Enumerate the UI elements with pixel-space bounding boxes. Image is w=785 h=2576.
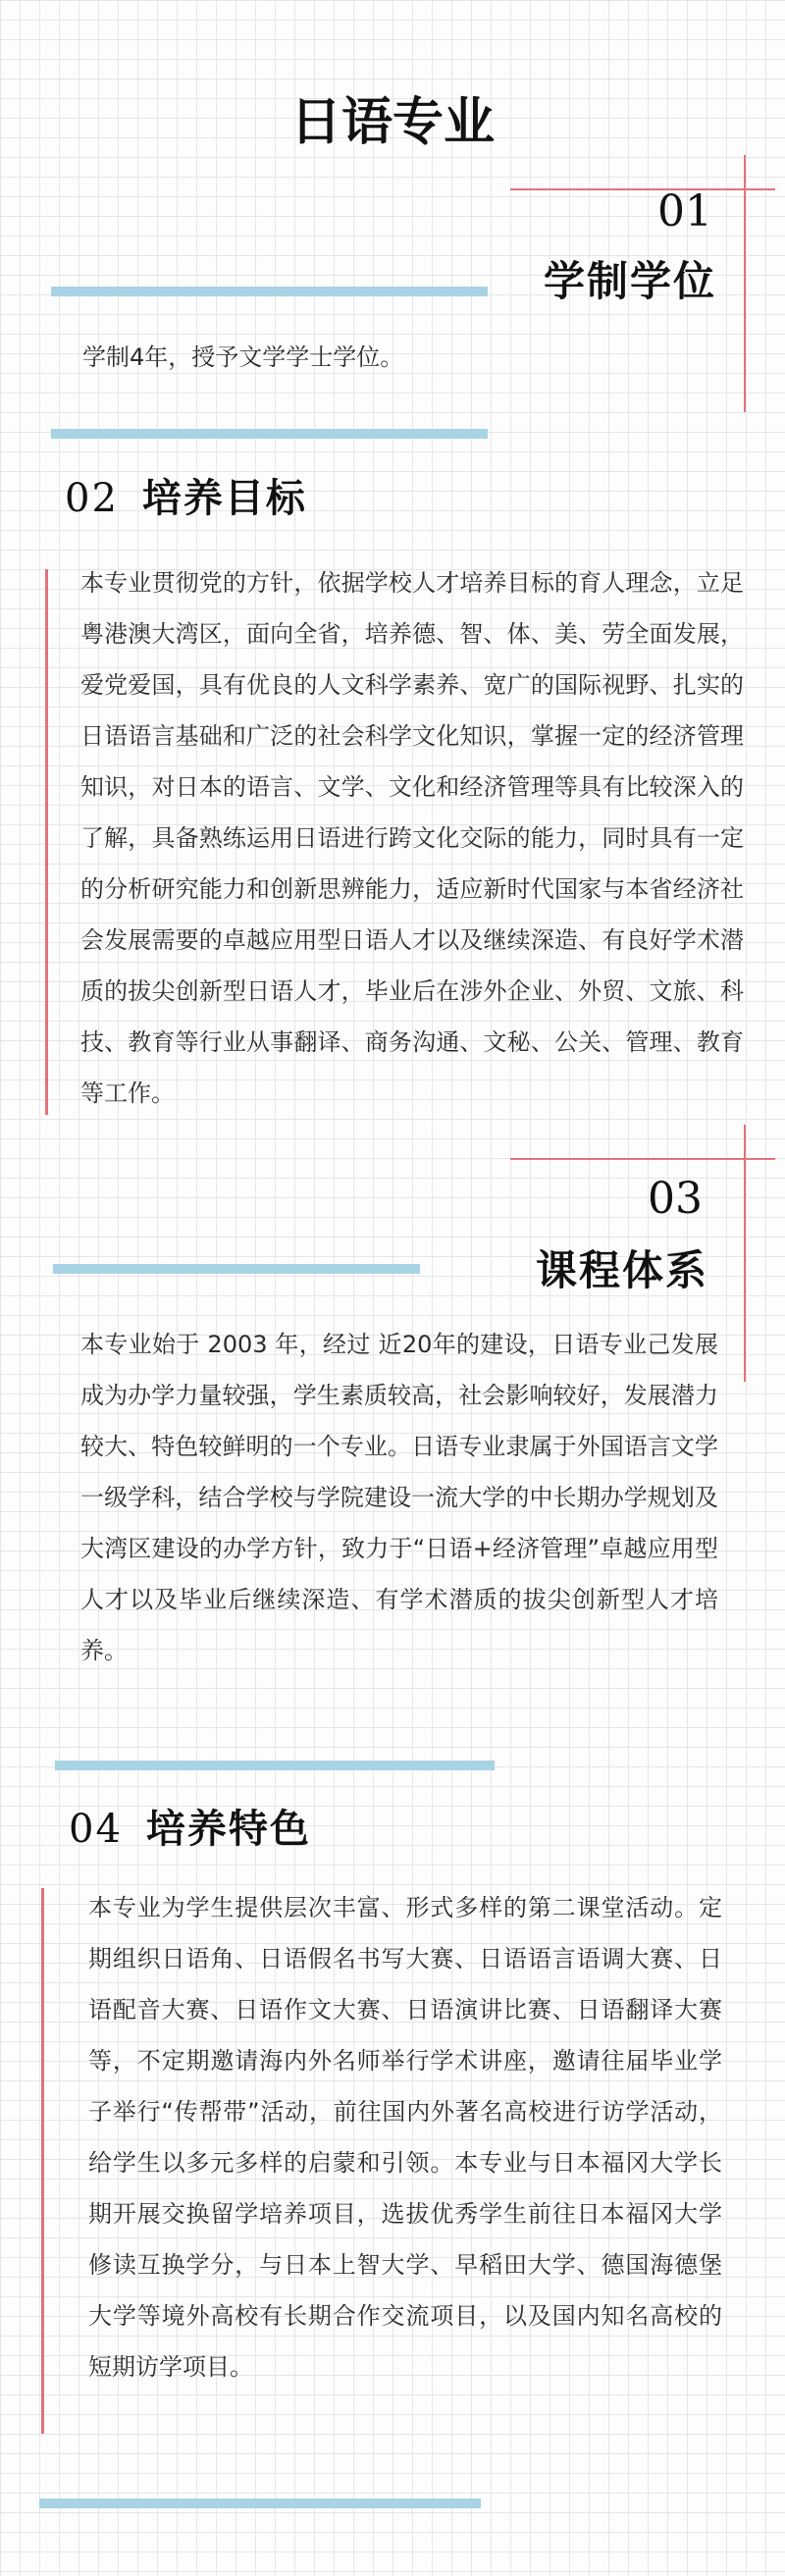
section-02-text: 本专业贯彻党的方针，依据学校人才培养目标的育人理念，立足粤港澳大湾区，面向全省，培养德、智、体、美、劳全面发展，爱党爱国，具有优良的人文科学素养、宽广的国际视野、扎实的日语语言基础和广泛的社会科学文化知识，掌握一定的经济管理知识，对日本的语言、文学、文化和经济管理等具有比较深入的了解，具备熟练运用日语进行跨文化交际的能力，同时具有一定的分析研究能力和创新思辨能力，适应新时代国家与本省经济社会发展需要的卓越应用型日语人才以及继续深造、有良好学术潜质的拔尖创新型日语人才，毕业后在涉外企业、外贸、文旅、科技、教育等行业从事翻译、商务沟通、文秘、公关、管理、教育等工作。 (80, 569, 744, 1107)
section-01-number: 01 (657, 186, 712, 237)
section-03-red-horizontal (510, 1158, 775, 1160)
section-04-heading: 培养特色 (145, 1807, 311, 1852)
section-02-red-vertical (45, 569, 48, 1115)
section-04-header (69, 1798, 311, 1854)
section-04-text: 本专业为学生提供层次丰富、形式多样的第二课堂活动。定期组织日语角、日语假名书写大赛、日语语言语调大赛、日语配音大赛、日语作文大赛、日语演讲比赛、日语翻译大赛等，不定期邀请海内外名师举行学术讲座，邀请往届毕业学子举行“传帮带”活动，前往国内外著名高校进行访学活动，给学生以多元多样的启蒙和引领。本专业与日本福冈大学长期开展交换留学培养项目，选拔优秀学生前往日本福冈大学修读互换学分，与日本上智大学、早稻田大学、德国海德堡大学等境外高校有长期合作交流项目，以及国内知名高校的短期访学项目。 (88, 1894, 722, 2381)
section-02-header (65, 467, 307, 523)
section-04-bottom-blue-bar (39, 2498, 481, 2508)
section-04-red-vertical (41, 1888, 44, 2434)
section-01-text: 学制4年，授予文学学士学位。 (82, 343, 404, 371)
section-03-heading: 课程体系 (535, 1246, 708, 1294)
section-04-number: 04 (69, 1807, 123, 1852)
section-02-number: 02 (65, 476, 119, 521)
section-01-bottom-blue-bar (51, 429, 488, 439)
section-01-red-vertical (744, 155, 746, 412)
section-02-heading: 培养目标 (141, 476, 307, 521)
section-03-text: 本专业始于 2003 年，经过 近20年的建设，日语专业己发展成为办学力量较强，学生素质较高，社会影响较好，发展潜力较大、特色较鲜明的一个专业。日语专业隶属于外国语言文学一级学科，结合学校与学院建设一流大学的中长期办学规划及大湾区建设的办学方针，致力于“日语+经济管理”卓越应用型人才以及毕业后继续深造、有学术潜质的拔尖创新型人才培养。 (80, 1331, 718, 1664)
section-01-blue-bar (51, 287, 488, 296)
section-03-bottom-blue-bar (55, 1761, 495, 1770)
section-03-blue-bar (53, 1264, 420, 1274)
page-title: 日语专业 (289, 92, 495, 152)
section-03-number: 03 (648, 1174, 703, 1224)
section-03-red-vertical (744, 1125, 746, 1382)
section-01-heading: 学制学位 (543, 257, 716, 305)
